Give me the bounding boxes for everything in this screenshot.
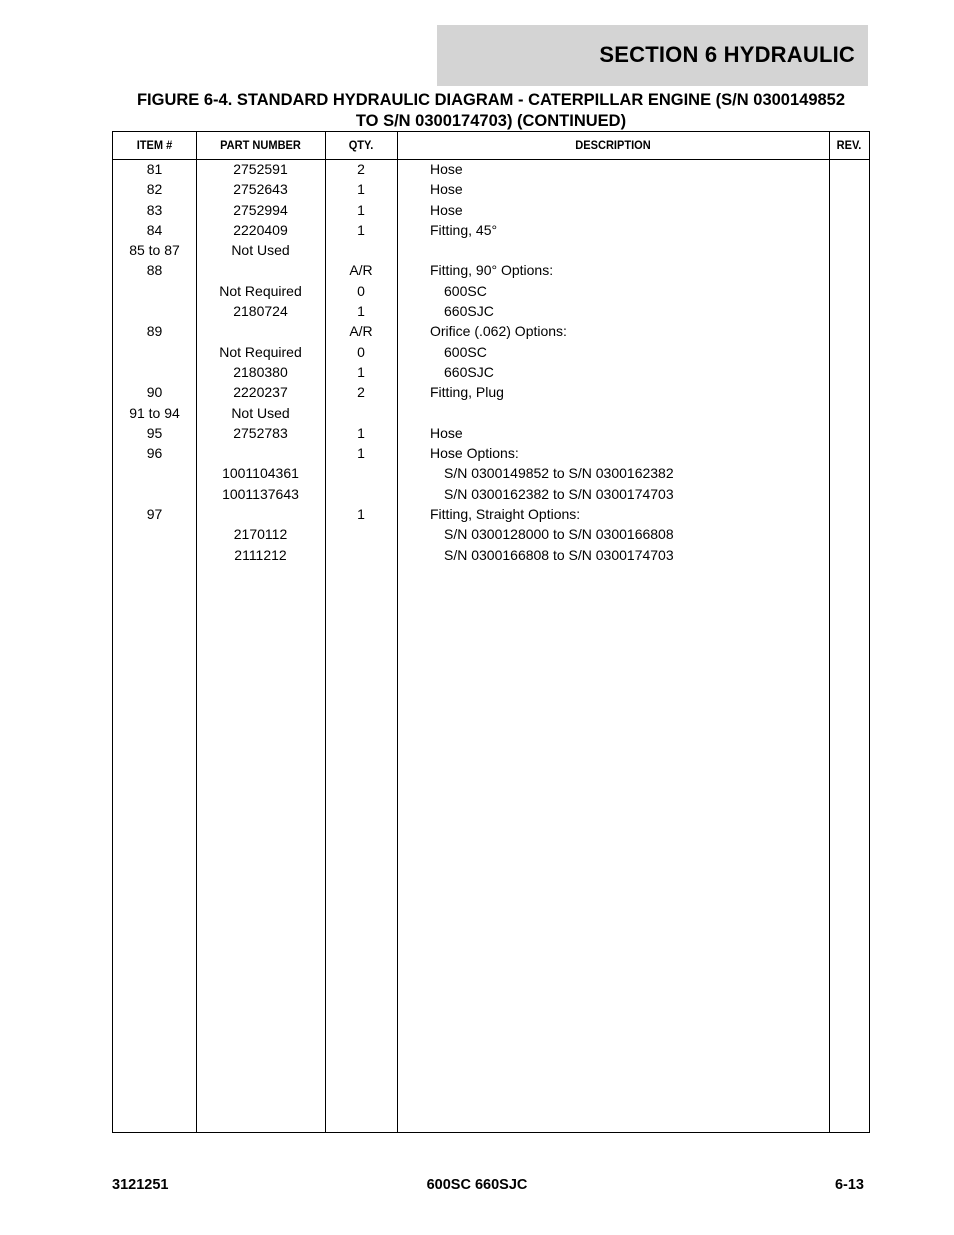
table-row <box>113 179 869 199</box>
table-row <box>113 504 869 524</box>
description-cell: Hose <box>430 161 463 177</box>
header-part-number: PART NUMBER <box>220 138 301 152</box>
item-cell: 97 <box>146 506 163 523</box>
qty-cell: 1 <box>357 221 365 238</box>
part-number-cell: 2170112 <box>233 526 288 543</box>
description-cell: Orifice (.062) Options: <box>430 323 567 340</box>
qty-cell: 1 <box>357 424 365 441</box>
qty-cell: A/R <box>349 262 373 279</box>
item-cell: 89 <box>146 323 163 340</box>
part-number-cell: 2180724 <box>233 303 288 320</box>
table-row <box>113 220 869 240</box>
qty-cell: 1 <box>357 303 365 320</box>
part-number-cell: 2111212 <box>234 546 287 563</box>
table-row <box>113 382 869 402</box>
item-cell: 84 <box>146 221 163 238</box>
description-cell: S/N 0300162382 to S/N 0300174703 <box>444 485 674 502</box>
description-cell: 600SC <box>444 282 487 299</box>
qty-cell: 2 <box>357 161 365 177</box>
description-cell: 660SJC <box>444 303 494 320</box>
part-number-cell: Not Used <box>231 242 290 259</box>
part-number-cell: 2220409 <box>233 221 288 238</box>
part-number-cell: 2180380 <box>233 363 288 380</box>
table-row <box>113 200 869 220</box>
description-cell: S/N 0300166808 to S/N 0300174703 <box>444 546 674 563</box>
item-cell: 90 <box>146 384 163 401</box>
part-number-cell: Not Required <box>219 282 302 299</box>
parts-table <box>112 131 870 1133</box>
item-cell: 81 <box>146 161 163 177</box>
header-qty: QTY. <box>348 138 374 152</box>
table-row <box>113 524 869 544</box>
part-number-cell: 1001137643 <box>222 485 299 502</box>
table-row <box>113 423 869 443</box>
table-row <box>113 362 869 382</box>
header-item: ITEM # <box>136 138 173 152</box>
item-cell: 95 <box>146 424 163 441</box>
part-number-cell: 1001104361 <box>222 465 299 482</box>
footer-page-number: 6-13 <box>834 1177 864 1193</box>
table-row <box>113 443 869 463</box>
section-title: SECTION 6 HYDRAULIC <box>599 42 855 67</box>
table-row <box>113 403 869 423</box>
description-cell: Hose Options: <box>430 445 519 462</box>
item-cell: 91 to 94 <box>129 404 180 421</box>
header-description: DESCRIPTION <box>575 138 651 152</box>
table-row <box>113 281 869 301</box>
item-cell: 85 to 87 <box>129 242 180 259</box>
section-banner <box>437 25 868 86</box>
part-number-cell: 2752643 <box>233 181 288 198</box>
item-cell: 82 <box>146 181 163 198</box>
figure-title <box>100 90 882 132</box>
table-row <box>113 301 869 321</box>
table-row <box>113 545 869 565</box>
item-cell: 96 <box>146 445 163 462</box>
item-cell: 88 <box>146 262 163 279</box>
qty-cell: 0 <box>357 282 365 299</box>
part-number-cell: 2752994 <box>233 201 288 218</box>
part-number-cell: 2752591 <box>233 161 288 177</box>
qty-cell: A/R <box>349 323 373 340</box>
table-row <box>113 159 869 179</box>
footer-model: 600SC 660SJC <box>426 1177 528 1193</box>
description-cell: S/N 0300149852 to S/N 0300162382 <box>444 465 674 482</box>
figure-title-line-1: FIGURE 6-4. STANDARD HYDRAULIC DIAGRAM - CATERPILLAR ENGINE (S/N 0300149852 <box>136 91 846 109</box>
description-cell: 660SJC <box>444 363 494 380</box>
table-body <box>113 159 869 565</box>
qty-cell: 1 <box>357 445 365 462</box>
description-cell: S/N 0300128000 to S/N 0300166808 <box>444 526 674 543</box>
header-rev: REV. <box>836 138 862 152</box>
table-row <box>113 240 869 260</box>
item-cell: 83 <box>146 201 163 218</box>
part-number-cell: 2220237 <box>233 384 288 401</box>
description-cell: Hose <box>430 181 463 198</box>
description-cell: Fitting, Straight Options: <box>430 506 581 523</box>
table-row <box>113 342 869 362</box>
table-row <box>113 260 869 280</box>
table-row <box>113 463 869 483</box>
description-cell: Fitting, 90° Options: <box>430 262 554 279</box>
qty-cell: 1 <box>357 201 365 218</box>
table-row <box>113 321 869 341</box>
footer-document-number: 3121251 <box>112 1177 169 1193</box>
description-cell: Hose <box>430 424 463 441</box>
qty-cell: 1 <box>357 181 365 198</box>
table-row <box>113 484 869 504</box>
qty-cell: 2 <box>357 384 365 401</box>
qty-cell: 0 <box>357 343 365 360</box>
description-cell: Hose <box>430 201 463 218</box>
qty-cell: 1 <box>357 506 365 523</box>
part-number-cell: 2752783 <box>233 424 288 441</box>
figure-title-line-2: TO S/N 0300174703) (CONTINUED) <box>355 112 627 130</box>
description-cell: 600SC <box>444 343 487 360</box>
qty-cell: 1 <box>357 363 365 380</box>
part-number-cell: Not Required <box>219 343 302 360</box>
description-cell: Fitting, Plug <box>430 384 504 401</box>
description-cell: Fitting, 45° <box>430 221 498 238</box>
part-number-cell: Not Used <box>231 404 290 421</box>
